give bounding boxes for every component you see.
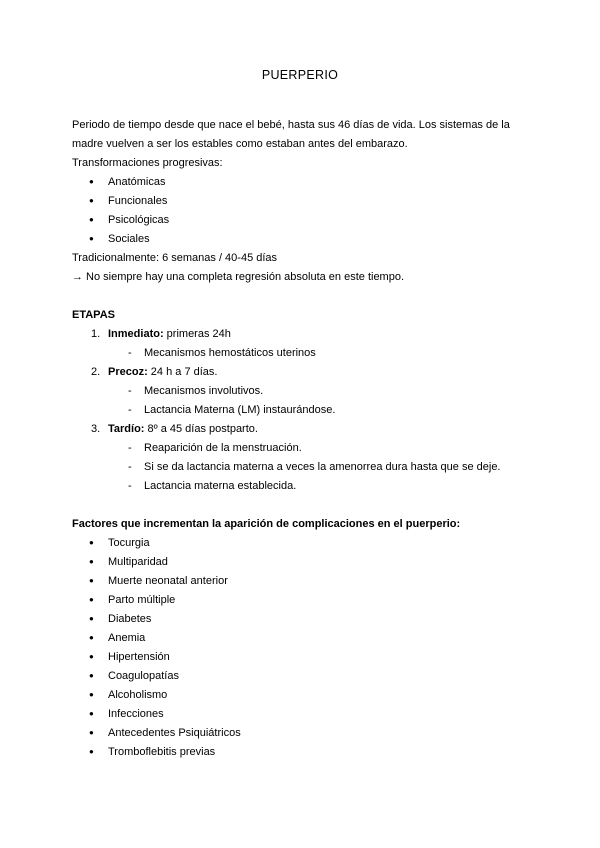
bullet-icon: ● [89,215,94,224]
bullet-icon: ● [89,690,94,699]
list-item: Hipertensión [108,651,170,663]
etapa-number: 3. [91,423,101,435]
bullet-icon: ● [89,614,94,623]
etapa-sub-item: Mecanismos involutivos. [144,385,264,397]
bullet-icon: ● [89,595,94,604]
dash-icon: - [128,442,132,454]
list-item: Alcoholismo [108,689,168,701]
intro-line-2: madre vuelven a ser los estables como estaban antes del embarazo. [72,138,408,150]
list-item: Antecedentes Psiquiátricos [108,727,241,739]
etapa-item: Inmediato: primeras 24h [108,328,231,340]
bullet-icon: ● [89,633,94,642]
list-item: Funcionales [108,195,168,207]
bullet-icon: ● [89,652,94,661]
list-item: Anemia [108,632,146,644]
dash-icon: - [128,461,132,473]
tradicional-note: Tradicionalmente: 6 semanas / 40-45 días [72,252,278,264]
bullet-icon: ● [89,747,94,756]
etapa-sub-item: Mecanismos hemostáticos uterinos [144,347,316,359]
bullet-icon: ● [89,671,94,680]
bullet-icon: ● [89,576,94,585]
etapa-sub-item: Lactancia materna establecida. [144,480,297,492]
list-item: Anatómicas [108,176,166,188]
list-item: Tocurgia [108,537,150,549]
list-item: Diabetes [108,613,152,625]
list-item: Psicológicas [108,214,170,226]
etapa-number: 2. [91,366,101,378]
etapa-number: 1. [91,328,101,340]
list-item: Parto múltiple [108,594,176,606]
dash-icon: - [128,404,132,416]
bullet-icon: ● [89,557,94,566]
arrow-note: → No siempre hay una completa regresión absoluta en este tiempo. [72,271,405,283]
etapa-item: Tardío: 8º a 45 días postparto. [108,423,258,435]
list-item: Coagulopatías [108,670,179,682]
bullet-icon: ● [89,538,94,547]
etapa-sub-item: Reaparición de la menstruación. [144,442,302,454]
etapas-heading: ETAPAS [72,309,115,321]
bullet-icon: ● [89,234,94,243]
bullet-icon: ● [89,196,94,205]
list-item: Multiparidad [108,556,168,568]
transformaciones-label: Transformaciones progresivas: [72,157,223,169]
etapa-sub-item: Lactancia Materna (LM) instaurándose. [144,404,336,416]
list-item: Muerte neonatal anterior [108,575,228,587]
bullet-icon: ● [89,728,94,737]
list-item: Sociales [108,233,150,245]
etapa-sub-item: Si se da lactancia materna a veces la amenorrea dura hasta que se deje. [144,461,501,473]
factores-heading: Factores que incrementan la aparición de complicaciones en el puerperio: [72,518,461,530]
list-item: Tromboflebitis previas [108,746,216,758]
dash-icon: - [128,347,132,359]
etapa-item: Precoz: 24 h a 7 días. [108,366,218,378]
list-item: Infecciones [108,708,164,720]
bullet-icon: ● [89,709,94,718]
dash-icon: - [128,480,132,492]
page-title: PUERPERIO [261,68,339,82]
intro-line-1: Periodo de tiempo desde que nace el bebé, hasta sus 46 días de vida. Los sistemas de la [72,119,510,131]
bullet-icon: ● [89,177,94,186]
dash-icon: - [128,385,132,397]
